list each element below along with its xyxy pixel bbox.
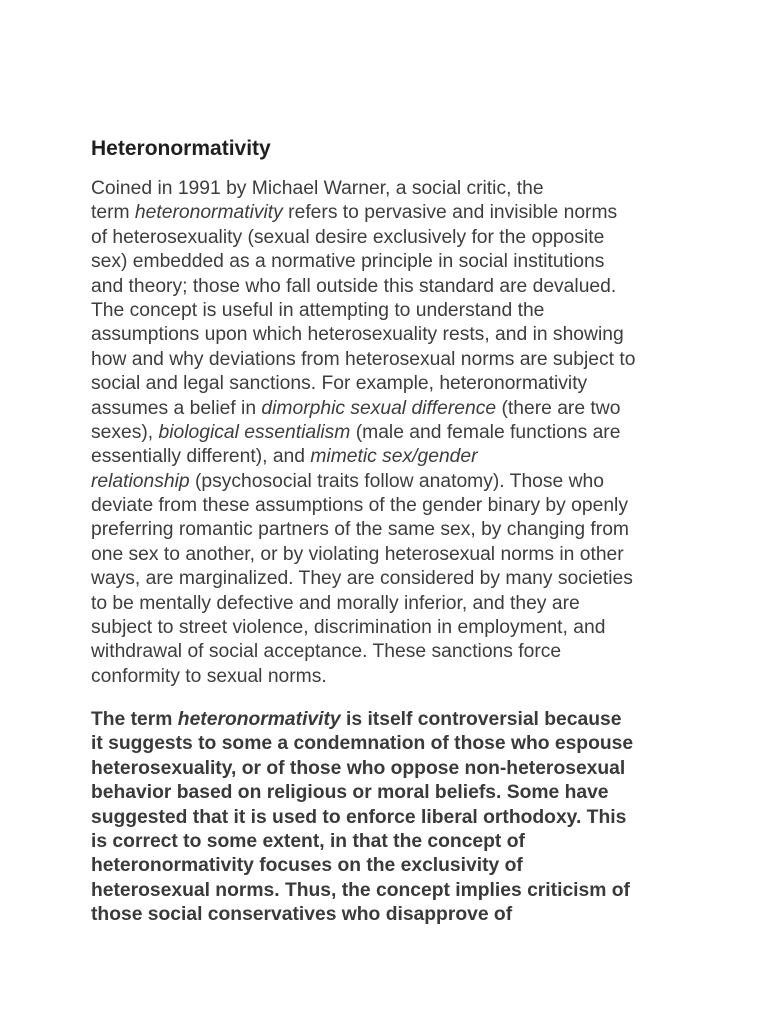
italic-term: biological essentialism	[158, 421, 351, 443]
text-run: to be mentally defective and morally inferior, and they are	[91, 592, 580, 614]
text-line	[91, 854, 691, 878]
text-run: (psychosocial traits follow anatomy). Those who	[189, 470, 604, 492]
text-run: ways, are marginalized. They are considered by many societies	[91, 568, 633, 590]
text-run: is correct to some extent, in that the concept of	[91, 830, 525, 852]
text-run: and theory; those who fall outside this standard are devalued.	[91, 275, 617, 297]
text-run: subject to street violence, discrimination in employment, and	[91, 617, 606, 639]
text-line	[91, 640, 691, 664]
text-line	[91, 518, 691, 542]
italic-term: dimorphic sexual difference	[261, 397, 497, 419]
text-run: assumes a belief in	[91, 397, 262, 419]
text-run: term	[91, 202, 135, 224]
text-line	[91, 421, 691, 445]
text-line	[91, 830, 691, 854]
text-run: sexes),	[91, 421, 159, 443]
text-line	[91, 348, 691, 372]
text-run: of heterosexuality (sexual desire exclusively for the opposite	[91, 226, 605, 248]
text-run: essentially different), and	[91, 446, 311, 468]
text-run: conformity to sexual norms.	[91, 665, 327, 687]
italic-term: relationship	[91, 470, 190, 492]
text-run: deviate from these assumptions of the gender binary by openly	[91, 495, 628, 517]
text-run: social and legal sanctions. For example, heteronormativity	[91, 373, 588, 395]
text-line	[91, 567, 691, 591]
text-line	[91, 708, 691, 732]
text-run: Coined in 1991 by Michael Warner, a social critic, the	[91, 178, 544, 199]
paragraph-controversy	[91, 708, 691, 928]
text-line	[91, 177, 691, 201]
text-line	[91, 250, 691, 274]
text-run: (male and female functions are	[350, 421, 621, 443]
italic-term: heteronormativity	[177, 709, 341, 730]
text-line	[91, 299, 691, 323]
text-line	[91, 494, 691, 518]
text-run: The concept is useful in attempting to understand the	[91, 299, 545, 321]
text-run: heterosexuality, or of those who oppose non-heterosexual	[91, 757, 626, 779]
text-run: preferring romantic partners of the same sex, by changing from	[91, 519, 629, 541]
text-run: refers to pervasive and invisible norms	[282, 202, 618, 224]
italic-term: mimetic sex/gender	[310, 446, 478, 468]
text-line	[91, 275, 691, 299]
text-run: assumptions upon which heterosexuality rests, and in showing	[91, 324, 624, 346]
text-line	[91, 543, 691, 567]
text-run: one sex to another, or by violating heterosexual norms in other	[91, 543, 624, 565]
text-line	[91, 732, 691, 756]
text-run: sex) embedded as a normative principle in social institutions	[91, 251, 605, 273]
text-line	[91, 781, 691, 805]
text-run: suggested that it is used to enforce liberal orthodoxy. This	[91, 806, 627, 828]
text-line	[91, 616, 691, 640]
text-line	[91, 323, 691, 347]
document-title: Heteronormativity	[91, 137, 271, 160]
text-run: The term	[91, 709, 178, 730]
text-run: how and why deviations from heterosexual norms are subject to	[91, 348, 636, 370]
text-run: heteronormativity focuses on the exclusivity of	[91, 855, 523, 877]
text-line	[91, 665, 691, 689]
text-run: behavior based on religious or moral beliefs. Some have	[91, 782, 609, 804]
text-run: (there are two	[496, 397, 621, 419]
text-line	[91, 445, 691, 469]
italic-term: heteronormativity	[134, 202, 283, 224]
text-line	[91, 903, 691, 927]
text-run: is itself controversial because	[340, 709, 622, 730]
text-line	[91, 470, 691, 494]
text-run: it suggests to some a condemnation of those who espouse	[91, 733, 634, 755]
text-line	[91, 201, 691, 225]
text-line	[91, 592, 691, 616]
text-run: withdrawal of social acceptance. These sanctions force	[91, 641, 562, 663]
text-run: those social conservatives who disapprove of	[91, 904, 513, 926]
text-run: heterosexual norms. Thus, the concept implies criticism of	[91, 879, 630, 901]
paragraph-definition	[91, 177, 691, 689]
text-line	[91, 806, 691, 830]
text-line	[91, 757, 691, 781]
text-line	[91, 879, 691, 903]
text-line	[91, 397, 691, 421]
text-line	[91, 226, 691, 250]
text-line	[91, 372, 691, 396]
